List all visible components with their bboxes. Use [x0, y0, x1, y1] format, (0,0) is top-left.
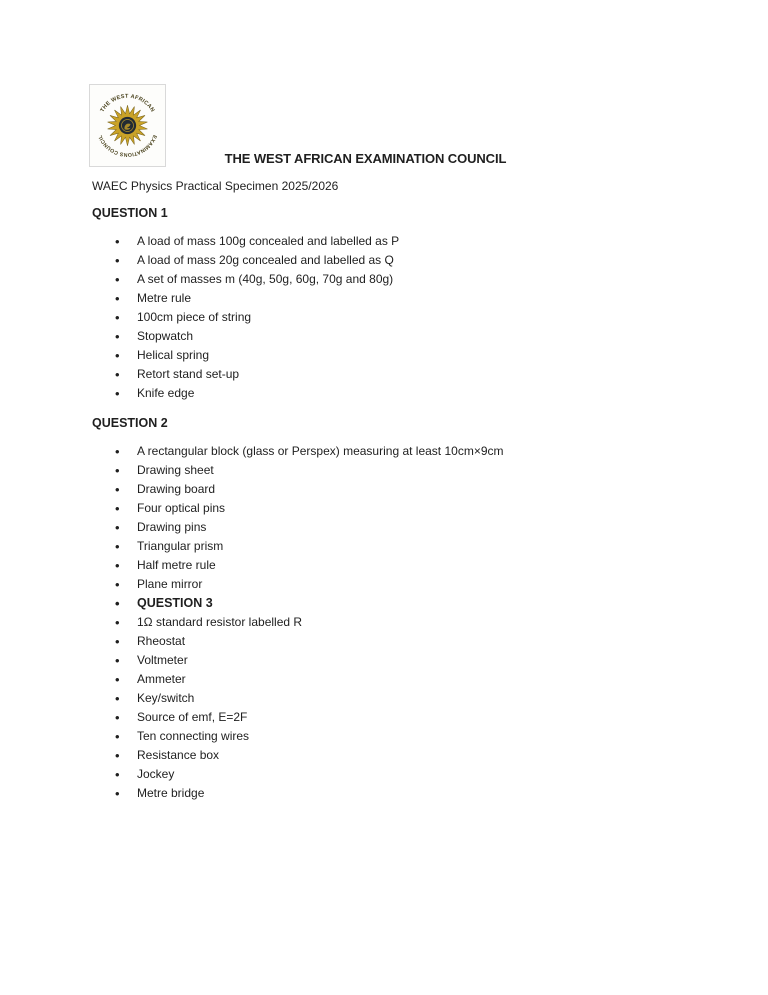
- list-item: • Voltmeter: [92, 651, 728, 670]
- list-item: • Rheostat: [92, 632, 728, 651]
- question-heading: QUESTION 1: [92, 206, 168, 220]
- list-item: • Source of emf, E=2F: [92, 708, 728, 727]
- list-item: • Key/switch: [92, 689, 728, 708]
- question-heading-inline: • QUESTION 3: [92, 594, 728, 613]
- sections: [92, 204, 728, 803]
- document-subtitle: WAEC Physics Practical Specimen 2025/2026: [92, 179, 339, 193]
- list-item: • Jockey: [92, 765, 728, 784]
- list-item: • Drawing sheet: [92, 461, 728, 480]
- document-title: THE WEST AFRICAN EXAMINATION COUNCIL: [224, 151, 507, 166]
- list-item: • Knife edge: [92, 384, 728, 403]
- list-item: • Helical spring: [92, 346, 728, 365]
- list-item: • Plane mirror: [92, 575, 728, 594]
- list-item: • Ammeter: [92, 670, 728, 689]
- list-item: • A rectangular block (glass or Perspex) measuring at least 10cm×9cm: [92, 442, 728, 461]
- list-item: • Half metre rule: [92, 556, 728, 575]
- logo-arc-top-text: THE WEST AFRICAN: [99, 93, 156, 114]
- list-item: • 1Ω standard resistor labelled R: [92, 613, 728, 632]
- list-item: • Retort stand set-up: [92, 365, 728, 384]
- list-item: • 100cm piece of string: [92, 308, 728, 327]
- list-item: • Metre rule: [92, 289, 728, 308]
- question-heading: QUESTION 2: [92, 416, 168, 430]
- list-item: • Drawing board: [92, 480, 728, 499]
- list-item: • Ten connecting wires: [92, 727, 728, 746]
- list-item: • Metre bridge: [92, 784, 728, 803]
- apparatus-list: [92, 442, 728, 803]
- list-item: • Resistance box: [92, 746, 728, 765]
- list-item: • A load of mass 100g concealed and labelled as P: [92, 232, 728, 251]
- list-item: • Triangular prism: [92, 537, 728, 556]
- apparatus-list: [92, 232, 728, 403]
- list-item: • Drawing pins: [92, 518, 728, 537]
- list-item: • A set of masses m (40g, 50g, 60g, 70g and 80g): [92, 270, 728, 289]
- logo-arc-bottom-text: EXAMINATIONS COUNCIL: [97, 133, 158, 158]
- list-item: • Four optical pins: [92, 499, 728, 518]
- list-item: • A load of mass 20g concealed and labelled as Q: [92, 251, 728, 270]
- list-item: • Stopwatch: [92, 327, 728, 346]
